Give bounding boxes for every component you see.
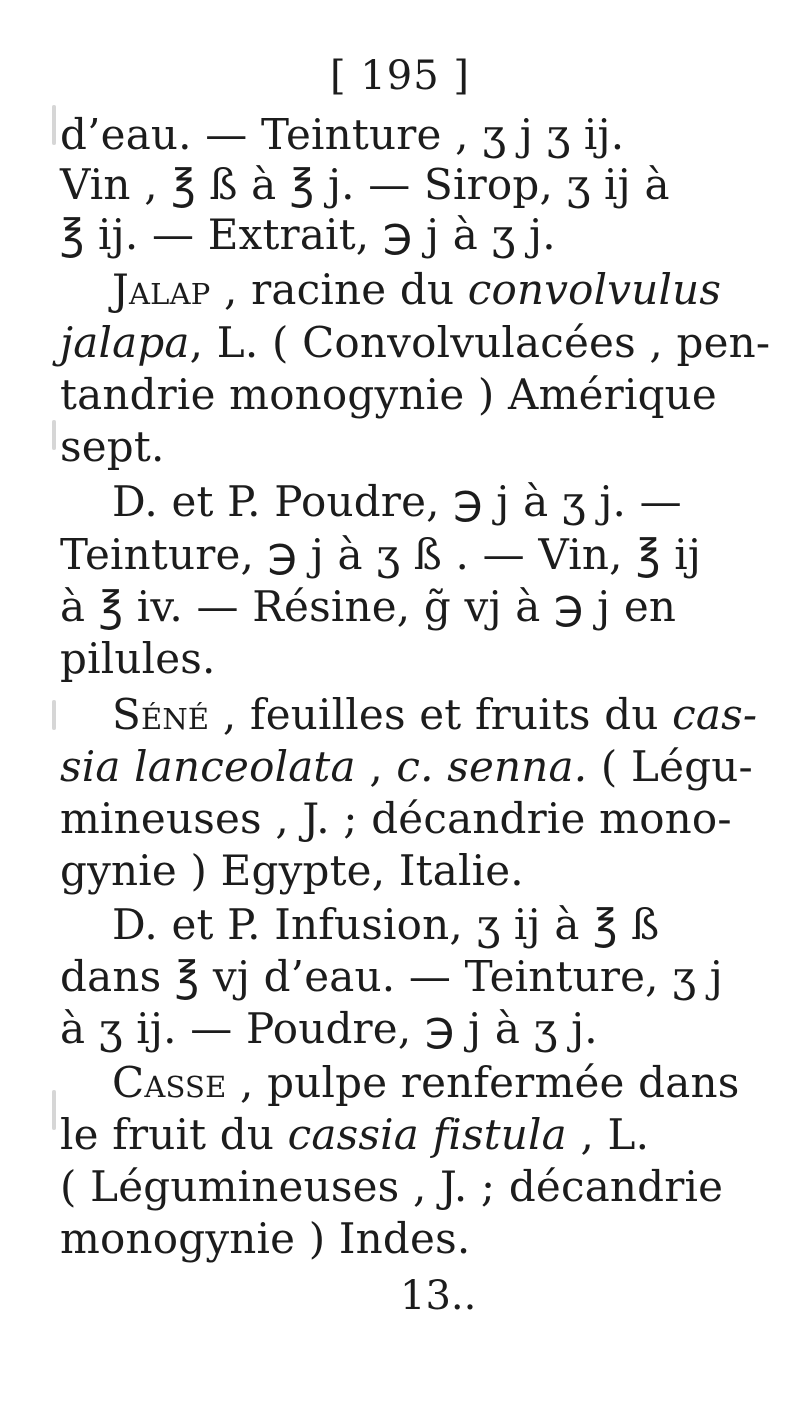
line-text: à ℥ iv. — Résine, g̃ vj à ℈ j en (60, 582, 677, 631)
latin-term: jalapa (60, 318, 190, 367)
line-text: , (355, 742, 397, 791)
text-line (0, 210, 800, 260)
text-line (0, 422, 800, 472)
text-line (0, 370, 800, 420)
text-line (0, 1110, 800, 1160)
line-text: tandrie monogynie ) Amérique (60, 370, 717, 419)
text-line (0, 265, 800, 315)
line-text: pilules. (60, 634, 216, 683)
latin-term: sia lanceolata (60, 742, 356, 791)
line-text: Vin , ℥ ß à ℥ j. — Sirop, ʒ ij à (60, 160, 670, 209)
entry-heading: Séné (112, 690, 210, 739)
text-line (0, 690, 800, 740)
text-line (0, 794, 800, 844)
text-line (0, 634, 800, 684)
line-text: à ʒ ij. — Poudre, ℈ j à ʒ j. (60, 1004, 598, 1053)
line-text: , racine du (210, 265, 468, 314)
text-line (0, 582, 800, 632)
text-line (0, 110, 800, 160)
latin-term: cassia fistula (287, 1110, 567, 1159)
line-text: , pulpe renfermée dans (226, 1058, 740, 1107)
line-text: dans ℥ vj d’eau. — Teinture, ʒ j (60, 952, 723, 1001)
entry-heading: Jalap (112, 265, 211, 314)
line-text: ( Légumineuses , J. ; décandrie (60, 1162, 724, 1211)
line-text: ( Légu- (587, 742, 753, 791)
catchword: 13.. (400, 1273, 477, 1319)
text-line (0, 1004, 800, 1054)
text-line (0, 952, 800, 1002)
line-text: D. et P. Poudre, ℈ j à ʒ j. — (112, 477, 682, 526)
line-text: , L. ( Convolvulacées , pen- (189, 318, 771, 367)
line-text: , feuilles et fruits du (209, 690, 673, 739)
latin-term: convolvulus (467, 265, 722, 314)
line-text: , L. (566, 1110, 650, 1159)
text-line (0, 1214, 800, 1264)
entry-heading: Casse (112, 1058, 227, 1107)
text-line (0, 900, 800, 950)
line-text: monogynie ) Indes. (60, 1214, 471, 1263)
text-line (0, 318, 800, 368)
line-text: le fruit du (60, 1110, 288, 1159)
text-line (0, 846, 800, 896)
text-line (0, 160, 800, 210)
line-text: Teinture, ℈ j à ʒ ß . — Vin, ℥ ij (60, 530, 702, 579)
line-text: mineuses , J. ; décandrie mono- (60, 794, 732, 843)
text-line (0, 530, 800, 580)
line-text: gynie ) Egypte, Italie. (60, 846, 524, 895)
latin-term: cas- (672, 690, 758, 739)
page-number: [ 195 ] (330, 53, 470, 99)
line-text: sept. (60, 422, 165, 471)
text-line (0, 1162, 800, 1212)
text-line (0, 742, 800, 792)
text-line (0, 477, 800, 527)
text-line (0, 1058, 800, 1108)
line-text: D. et P. Infusion, ʒ ij à ℥ ß (112, 900, 660, 949)
latin-term: c. senna. (396, 742, 588, 791)
line-text: d’eau. — Teinture , ʒ j ʒ ij. (60, 110, 625, 159)
line-text: ℥ ij. — Extrait, ℈ j à ʒ j. (60, 210, 556, 259)
